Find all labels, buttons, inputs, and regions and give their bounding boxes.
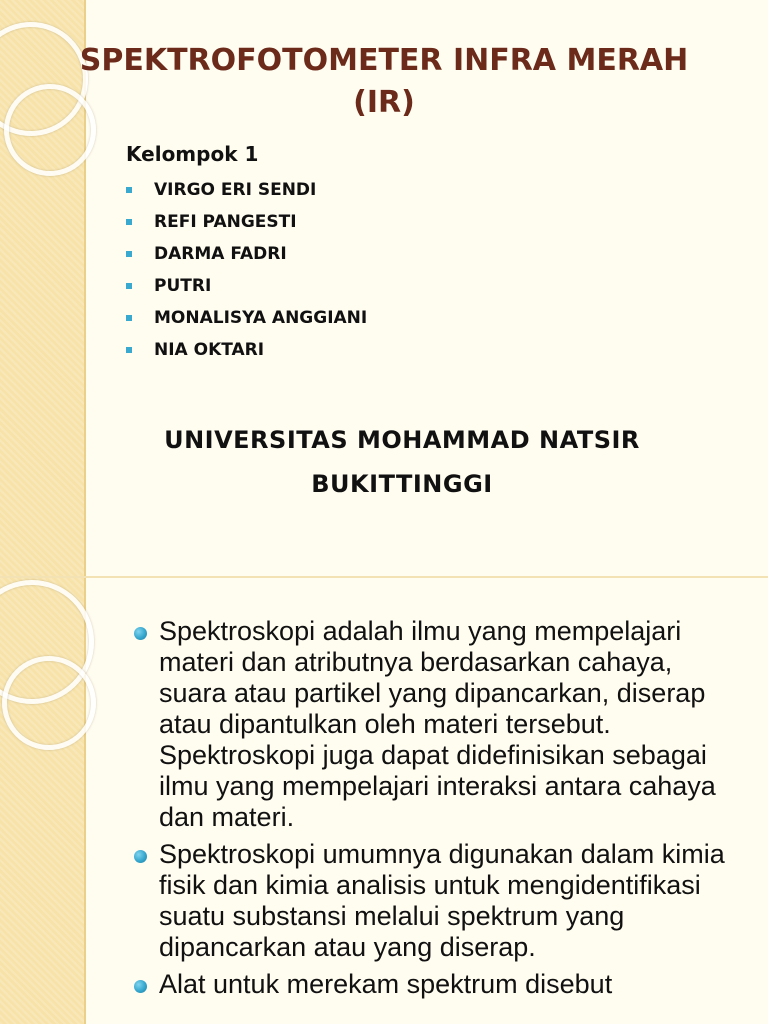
university-line-1: UNIVERSITAS MOHAMMAD NATSIR (164, 426, 640, 454)
bullet-text: Spektroskopi adalah ilmu yang mempelajari materi dan atributnya berdasarkan cahaya, suara atau partikel yang dipancarkan, diserap atau dipantulkan oleh materi tersebut. Spektroskopi juga dapat didefinisikan sebagai ilmu yang mempelajari interaksi antara cahaya dan materi. (159, 616, 716, 832)
bullet-item (130, 616, 745, 833)
group-label: Kelompok 1 (126, 142, 259, 166)
round-bullet-icon (134, 850, 147, 863)
square-bullet-icon (126, 315, 132, 321)
bullet-item (130, 969, 745, 1000)
member-list (124, 176, 367, 368)
bullet-item (130, 839, 745, 963)
bullet-list (130, 616, 745, 1006)
member-item (124, 240, 367, 272)
member-name: PUTRI (154, 276, 212, 296)
member-name: NIA OKTARI (154, 340, 265, 360)
bullet-text: Alat untuk merekam spektrum disebut (159, 969, 613, 999)
round-bullet-icon (134, 980, 147, 993)
university-name (130, 418, 674, 506)
slide-title-line-1: SPEKTROFOTOMETER INFRA MERAH (79, 43, 689, 78)
decorative-ring-icon (2, 656, 96, 750)
slide-title (40, 40, 728, 124)
square-bullet-icon (126, 347, 132, 353)
content-slide (0, 578, 768, 1024)
member-item (124, 176, 367, 208)
round-bullet-icon (134, 627, 147, 640)
member-item (124, 336, 367, 368)
member-item (124, 208, 367, 240)
member-name: DARMA FADRI (154, 244, 287, 264)
member-item (124, 304, 367, 336)
bullet-text: Spektroskopi umumnya digunakan dalam kimia fisik dan kimia analisis untuk mengidentifikasi suatu substansi melalui spektrum yang dipancarkan atau yang diserap. (159, 839, 725, 962)
square-bullet-icon (126, 219, 132, 225)
member-item (124, 272, 367, 304)
university-line-2: BUKITTINGGI (311, 470, 493, 498)
slide-title-line-2: (IR) (353, 85, 415, 120)
square-bullet-icon (126, 283, 132, 289)
member-name: MONALISYA ANGGIANI (154, 308, 368, 328)
member-name: VIRGO ERI SENDI (154, 180, 317, 200)
member-name: REFI PANGESTI (154, 212, 297, 232)
square-bullet-icon (126, 187, 132, 193)
square-bullet-icon (126, 251, 132, 257)
